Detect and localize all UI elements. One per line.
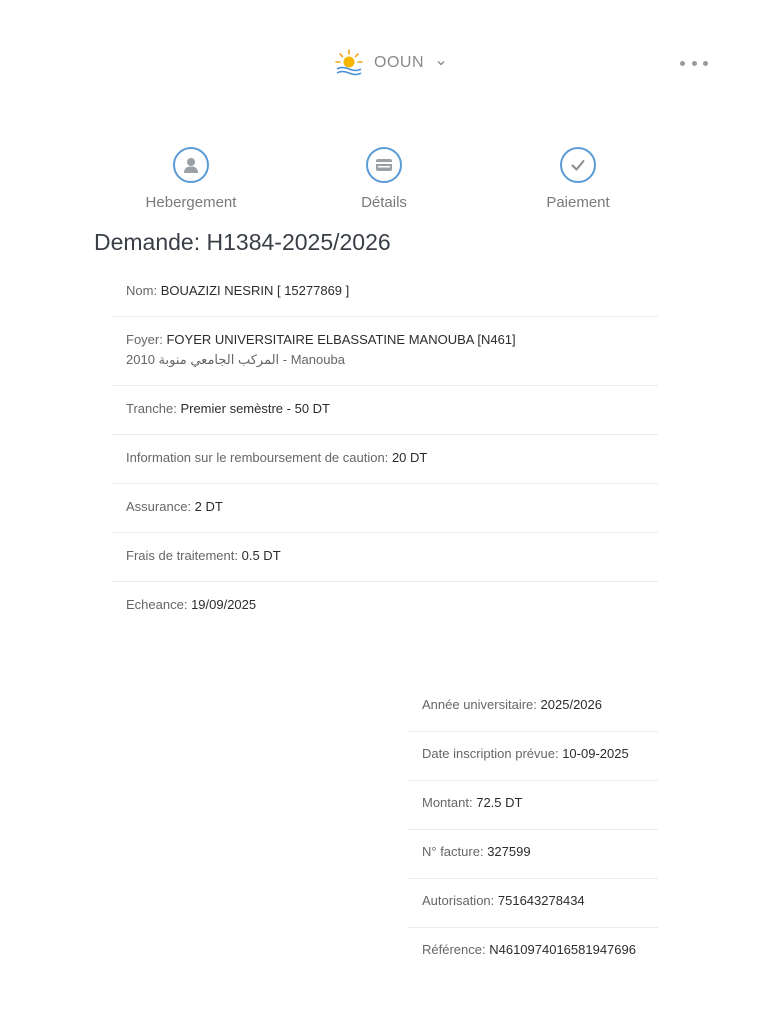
detail-value: Premier semèstre - 50 DT: [180, 401, 330, 416]
payment-value: N4610974016581947696: [489, 942, 636, 957]
dot: [692, 61, 697, 66]
payment-row-date: [408, 732, 658, 781]
step-details[interactable]: [314, 147, 454, 211]
payment-value: 72.5 DT: [476, 795, 523, 810]
detail-label: Information sur le remboursement de caution:: [126, 450, 389, 465]
detail-row-echeance: [112, 582, 658, 630]
detail-row-foyer: [112, 317, 658, 386]
detail-label: Foyer:: [126, 332, 163, 347]
payment-value: 10-09-2025: [562, 746, 629, 761]
step-hebergement[interactable]: [121, 147, 261, 211]
step-label: Paiement: [546, 194, 610, 211]
detail-row-tranche: [112, 386, 658, 435]
brand-name: OOUN: [374, 54, 424, 71]
payment-value: 751643278434: [497, 893, 585, 908]
detail-value: 0.5 DT: [241, 548, 281, 563]
page-title: Demande: H1384-2025/2026: [94, 229, 391, 255]
brand-selector[interactable]: [334, 48, 446, 78]
request-details: [112, 268, 658, 630]
detail-label: Frais de traitement:: [126, 548, 238, 563]
payment-details: [408, 683, 658, 976]
detail-value: 20 DT: [391, 450, 428, 465]
detail-label: Tranche:: [126, 401, 177, 416]
detail-row-nom: [112, 268, 658, 317]
payment-value: 2025/2026: [540, 697, 602, 712]
detail-label: Assurance:: [126, 499, 192, 514]
detail-value: 2 DT: [194, 499, 223, 514]
detail-row-assurance: [112, 484, 658, 533]
payment-label: Année universitaire:: [422, 697, 537, 712]
chevron-down-icon: [436, 58, 446, 68]
detail-value: 19/09/2025: [191, 597, 257, 612]
payment-row-montant: [408, 781, 658, 830]
payment-row-autorisation: [408, 879, 658, 928]
step-label: Hebergement: [145, 194, 237, 211]
check-icon: [560, 147, 596, 183]
step-paiement[interactable]: [508, 147, 648, 211]
payment-row-annee: [408, 683, 658, 732]
step-label: Détails: [361, 194, 407, 211]
detail-label: Nom:: [126, 283, 158, 298]
payment-row-reference: [408, 928, 658, 976]
detail-value: FOYER UNIVERSITAIRE ELBASSATINE MANOUBA [N461]: [166, 332, 516, 347]
user-icon: [173, 147, 209, 183]
foyer-address: 2010 المركب الجامعي منوبة - Manouba: [126, 352, 345, 367]
payment-label: Montant:: [422, 795, 473, 810]
detail-label: Echeance:: [126, 597, 188, 612]
sun-icon: [334, 48, 364, 78]
dot: [680, 61, 685, 66]
stepper: [0, 147, 768, 217]
payment-label: Date inscription prévue:: [422, 746, 559, 761]
payment-label: Autorisation:: [422, 893, 495, 908]
dot: [703, 61, 708, 66]
detail-row-frais: [112, 533, 658, 582]
detail-value: BOUAZIZI NESRIN [ 15277869 ]: [160, 283, 350, 298]
card-icon: [366, 147, 402, 183]
more-menu-button[interactable]: [680, 54, 708, 72]
payment-row-facture: [408, 830, 658, 879]
payment-label: N° facture:: [422, 844, 484, 859]
detail-row-caution: [112, 435, 658, 484]
payment-label: Référence:: [422, 942, 486, 957]
payment-value: 327599: [487, 844, 531, 859]
